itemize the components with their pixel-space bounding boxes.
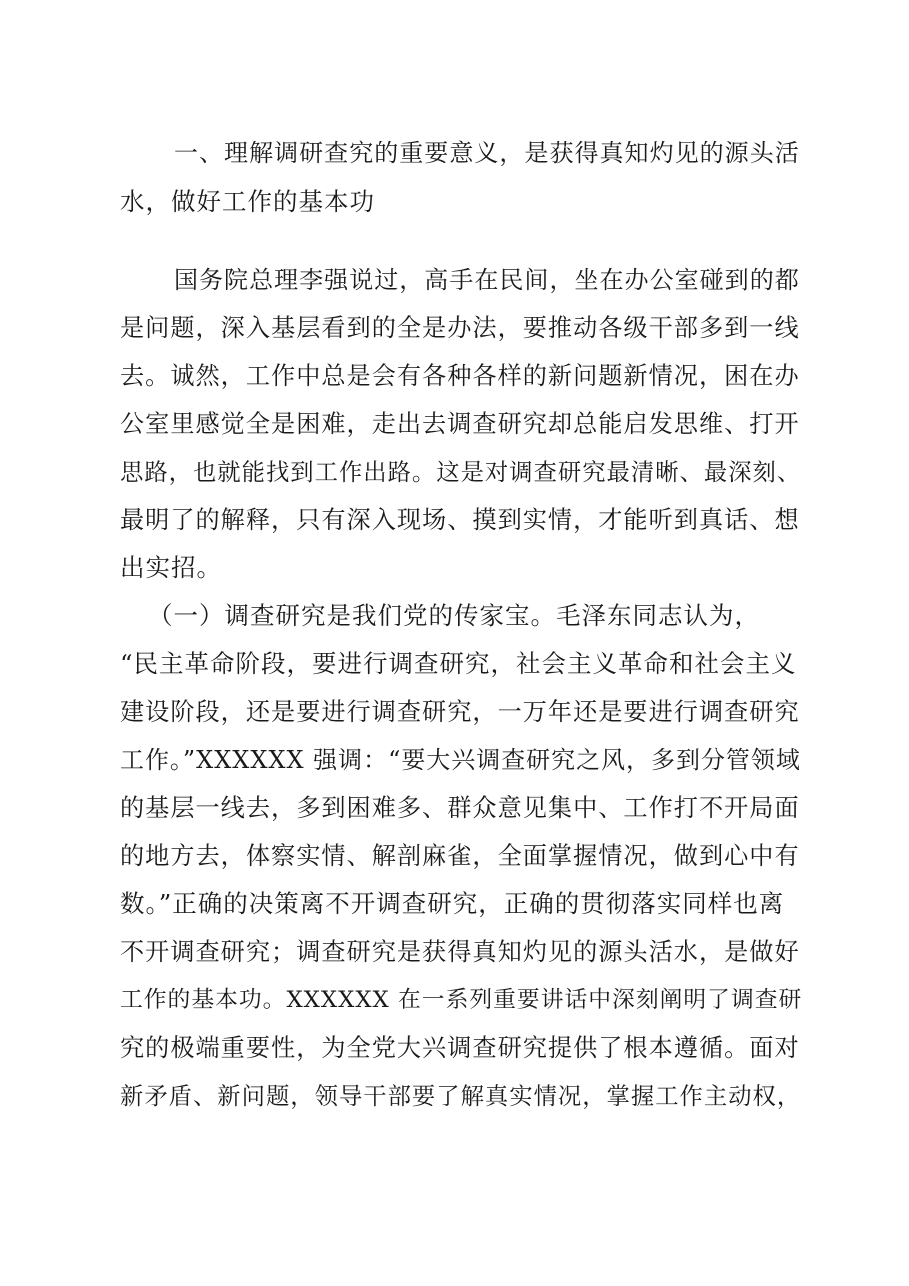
paragraph-2-line-7: 数。”正确的决策离不开调查研究，正确的贯彻落实同样也离 — [120, 889, 785, 918]
paragraph-1-line-1: 国务院总理李强说过，高手在民间，坐在办公室碰到的都 — [174, 266, 800, 294]
paragraph-2-line-1: （一）调查研究是我们党的传家宝。毛泽东同志认为， — [148, 601, 760, 630]
section-heading-line-1: 一、理解调研查究的重要意义，是获得真知灼见的源头活 — [174, 139, 800, 167]
paragraph-1-line-3: 去。诚然，工作中总是会有各种各样的新问题新情况，困在办 — [120, 362, 800, 390]
paragraph-2-line-8: 不开调查研究；调查研究是获得真知灼见的源头活水，是做好 — [120, 938, 800, 966]
paragraph-2-line-9: 工作的基本功。XXXXXX 在一系列重要讲话中深刻阐明了调查研 — [120, 987, 803, 1013]
paragraph-2-line-6: 的地方去，体察实情、解剖麻雀，全面掌握情况，做到心中有 — [120, 842, 800, 870]
paragraph-2-line-2: “民主革命阶段，要进行调查研究，社会主义革命和社会主义 — [120, 649, 797, 678]
paragraph-2-line-11: 新矛盾、新问题，领导干部要了解真实情况，掌握工作主动权， — [120, 1082, 802, 1110]
paragraph-1-line-6: 最明了的解释，只有深入现场、摸到实情，才能听到真话、想 — [120, 506, 800, 534]
paragraph-2-line-3: 建设阶段，还是要进行调查研究，一万年还是要进行调查研究 — [120, 698, 800, 726]
paragraph-1-line-7: 出实招。 — [120, 553, 222, 582]
paragraph-2-line-4: 工作。”XXXXXX 强调：“要大兴调查研究之风，多到分管领域 — [120, 746, 801, 774]
paragraph-1-line-4: 公室里感觉全是困难，走出去调查研究却总能启发思维、打开 — [120, 410, 800, 438]
paragraph-1-line-5: 思路，也就能找到工作出路。这是对调查研究最清晰、最深刻、 — [120, 458, 802, 486]
section-heading-line-2: 水，做好工作的基本功 — [120, 187, 375, 216]
paragraph-2-line-10: 究的极端重要性，为全党大兴调查研究提供了根本遵循。面对 — [120, 1034, 800, 1062]
paragraph-2-line-5: 的基层一线去，多到困难多、群众意见集中、工作打不开局面 — [120, 794, 800, 822]
paragraph-1-line-2: 是问题，深入基层看到的全是办法，要推动各级干部多到一线 — [120, 314, 800, 342]
